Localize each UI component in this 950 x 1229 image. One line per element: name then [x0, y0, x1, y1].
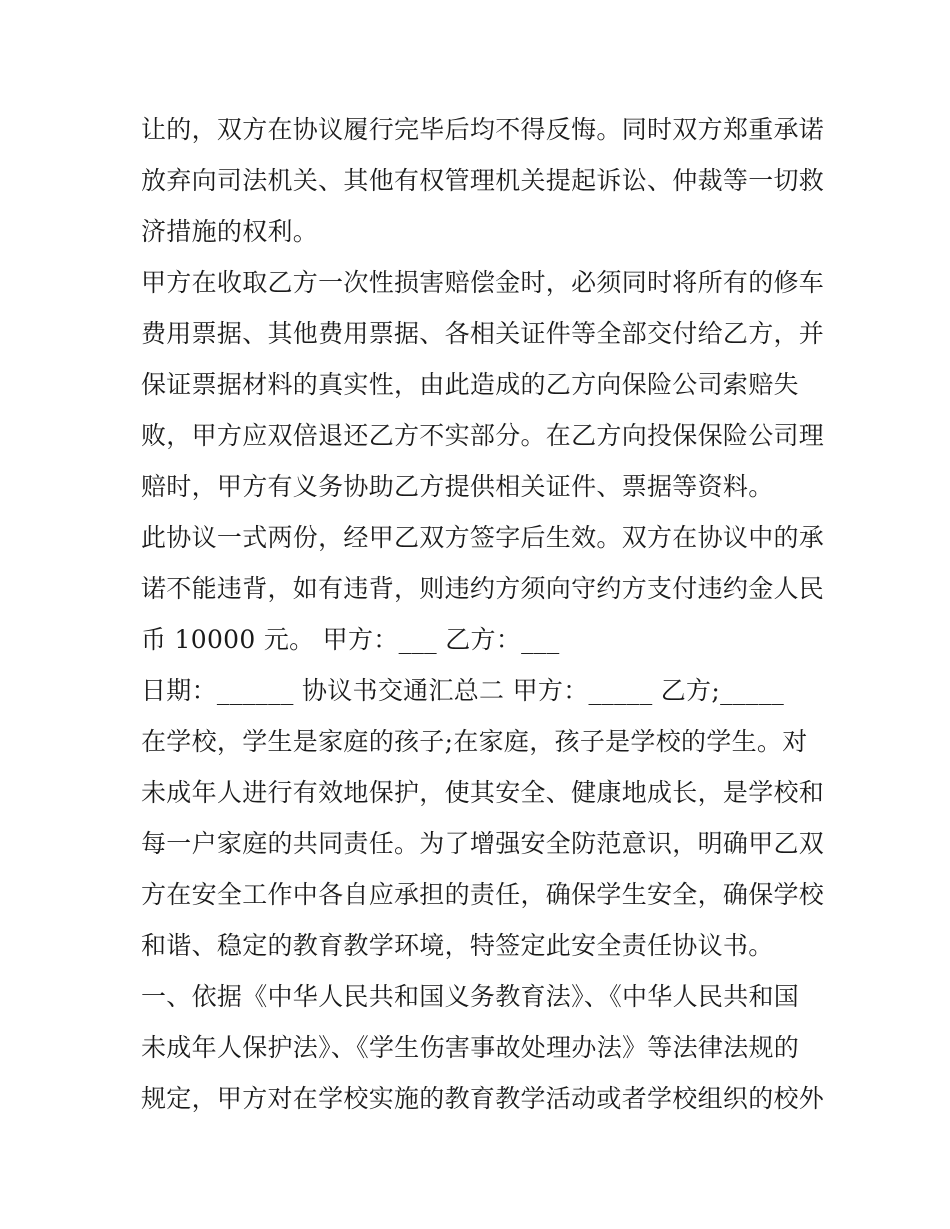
text-line: 让的，双方在协议履行完毕后均不得反悔。同时双方郑重承诺 [141, 115, 825, 144]
text-line: 甲方在收取乙方一次性损害赔偿金时，必须同时将所有的修车 [141, 268, 825, 297]
text-line: 币 10000 元。 甲方：___ 乙方：___ [141, 625, 560, 654]
text-line: 济措施的权利。 [141, 217, 319, 246]
text-line: 赔时，甲方有义务协助乙方提供相关证件、票据等资料。 [141, 472, 774, 501]
text-line: 每一户家庭的共同责任。为了增强安全防范意识，明确甲乙双 [141, 829, 825, 858]
text-line: 在学校，学生是家庭的孩子;在家庭，孩子是学校的学生。对 [141, 727, 808, 756]
text-line: 保证票据材料的真实性，由此造成的乙方向保险公司索赔失 [141, 370, 799, 399]
text-line: 一、依据《中华人民共和国义务教育法》、《中华人民共和国 [141, 982, 800, 1011]
text-line: 日期：______ 协议书交通汇总二 甲方：_____ 乙方;_____ [141, 676, 785, 705]
text-line: 败，甲方应双倍退还乙方不实部分。在乙方向投保保险公司理 [141, 421, 825, 450]
document-body [141, 104, 825, 1124]
text-line: 方在安全工作中各自应承担的责任，确保学生安全，确保学校 [141, 880, 825, 909]
text-line: 此协议一式两份，经甲乙双方签字后生效。双方在协议中的承 [141, 523, 825, 552]
text-line: 诺不能违背，如有违背，则违约方须向守约方支付违约金人民 [141, 574, 825, 603]
text-line: 未成年人进行有效地保护，使其安全、健康地成长，是学校和 [141, 778, 825, 807]
text-line: 放弃向司法机关、其他有权管理机关提起诉讼、仲裁等一切救 [141, 166, 825, 195]
text-line: 费用票据、其他费用票据、各相关证件等全部交付给乙方，并 [141, 319, 825, 348]
text-line: 规定，甲方对在学校实施的教育教学活动或者学校组织的校外 [141, 1084, 825, 1113]
text-line: 和谐、稳定的教育教学环境，特签定此安全责任协议书。 [141, 931, 774, 960]
text-line: 未成年人保护法》、《学生伤害事故处理办法》等法律法规的 [141, 1033, 800, 1062]
